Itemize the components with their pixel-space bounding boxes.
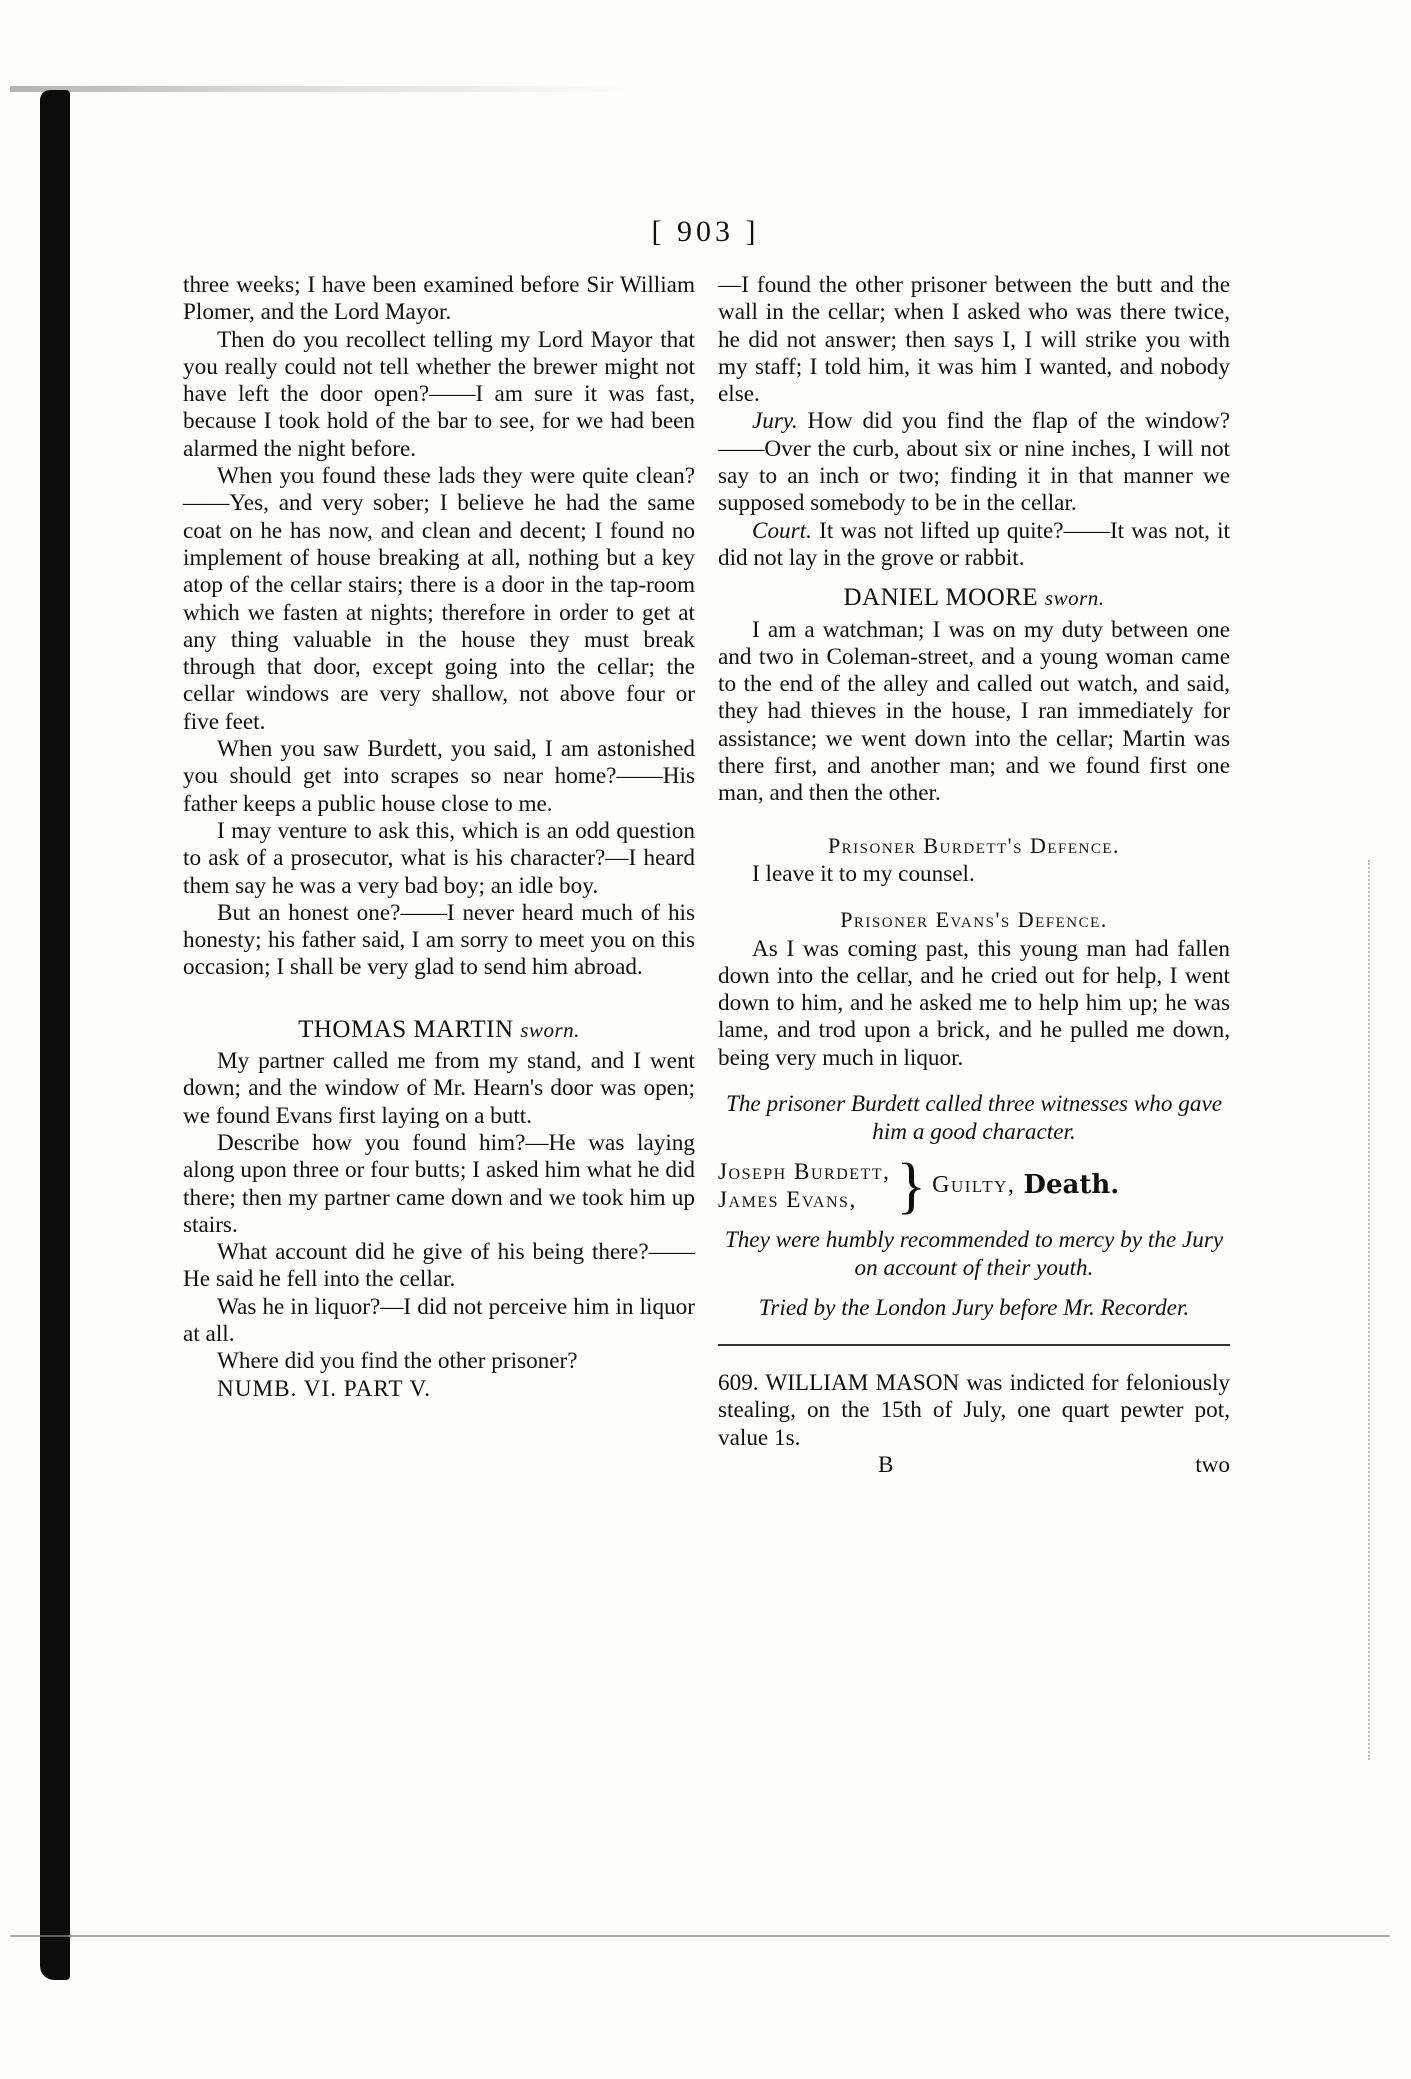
paragraph: —I found the other prisoner between the butt and the wall in the cellar; when I asked who was there twice, he did not answer; then says I, I will strike you with my staff; I told him, it was him I wanted, and nobody else. bbox=[718, 272, 1230, 408]
paragraph: As I was coming past, this young man had fallen down into the cellar, and he cried out for help, I went down to him, and he asked me to help him up; he was lame, and trod upon a brick, and he pulled me down, being very much in liquor. bbox=[718, 935, 1230, 1071]
right-column bbox=[718, 272, 1230, 1479]
paragraph: three weeks; I have been examined before Sir William Plomer, and the Lord Mayor. bbox=[183, 272, 695, 326]
mercy-recommendation: They were humbly recommended to mercy by the Jury on account of their youth. bbox=[724, 1227, 1224, 1282]
verdict-sentence: Death. bbox=[1023, 1170, 1120, 1201]
paragraph-text: How did you find the flap of the window?——Over the curb, about six or nine inches, I will not say to an inch or two; finding it in that manner we supposed somebody to be in the cellar. bbox=[718, 408, 1231, 517]
signature-footer: NUMB. VI. PART V. bbox=[217, 1375, 432, 1402]
verdict-names bbox=[718, 1158, 890, 1214]
paragraph bbox=[718, 518, 1230, 573]
paragraph: When you saw Burdett, you said, I am astonished you should get into scrapes so near home?——His father keeps a public house close to me. bbox=[183, 736, 695, 817]
defendant-name: James Evans, bbox=[718, 1187, 857, 1214]
defence-heading: Prisoner Burdett's Defence. bbox=[827, 832, 1121, 858]
witness-name: THOMAS MARTIN bbox=[298, 1015, 514, 1043]
sworn-label: sworn. bbox=[520, 1017, 580, 1042]
paragraph: I am a watchman; I was on my duty between one and two in Coleman-street, and a young woman came to the end of the alley and called out watch, and said, they had thieves in the house, I ran immediately for assistance; we went down into the cellar; Martin was there first, and another man; and we found first one man, and then the other. bbox=[718, 616, 1230, 807]
verdict-brace: } bbox=[896, 1152, 927, 1221]
page-number: [ 903 ] bbox=[651, 215, 760, 248]
paragraph: What account did he give of his being there?——He said he fell into the cellar. bbox=[183, 1239, 695, 1293]
paragraph: 609. WILLIAM MASON was indicted for feloniously stealing, on the 15th of July, one quart pewter pot, value 1s. bbox=[718, 1370, 1230, 1451]
paragraph: Then do you recollect telling my Lord Mayor that you really could not tell whether the brewer might not have left the door open?——I am sure it was fast, because I took hold of the bar to see, for we had been alarmed the night before. bbox=[183, 326, 695, 462]
page-bottom-edge bbox=[10, 1935, 1390, 1937]
signature-mark: B bbox=[878, 1451, 894, 1478]
speaker-label: Court. bbox=[752, 517, 812, 544]
tried-before-note: Tried by the London Jury before Mr. Recorder. bbox=[758, 1295, 1190, 1322]
witnesses-note: The prisoner Burdett called three witnesses who gave him a good character. bbox=[725, 1091, 1223, 1146]
paragraph: Was he in liquor?—I did not perceive him in liquor at all. bbox=[183, 1293, 695, 1347]
left-column bbox=[183, 272, 695, 1403]
paragraph: But an honest one?——I never heard much of his honesty; his father said, I am sorry to meet you on this occasion; I shall be very glad to send him abroad. bbox=[183, 899, 695, 981]
paragraph: I leave it to my counsel. bbox=[752, 860, 975, 887]
section-divider bbox=[718, 1344, 1230, 1346]
defendant-name: Joseph Burdett, bbox=[718, 1159, 891, 1186]
page-right-edge bbox=[1368, 860, 1374, 1760]
binding-shadow bbox=[40, 90, 70, 1980]
paragraph: When you found these lads they were quite clean?——Yes, and very sober; I believe he had the same coat on he has now, and clean and decent; I found no implement of house breaking at all, nothing but a key atop of the cellar stairs; there is a door in the tap-room which we fasten at nights; therefore in order to get at any thing valuable in the house they must break through that door, except going into the cellar; the cellar windows are very shallow, not above four or five feet. bbox=[183, 463, 695, 735]
paragraph: Describe how you found him?—He was laying along upon three or four butts; I asked him what he did there; then my partner came down and we took him up stairs. bbox=[183, 1129, 695, 1238]
witness-name: DANIEL MOORE bbox=[843, 584, 1039, 612]
defence-heading: Prisoner Evans's Defence. bbox=[840, 907, 1108, 933]
paragraph: I may venture to ask this, which is an odd question to ask of a prosecutor, what is his character?—I heard them say he was a very bad boy; an idle boy. bbox=[183, 817, 695, 899]
page-top-edge bbox=[10, 86, 630, 92]
sworn-label: sworn. bbox=[1044, 586, 1105, 611]
paragraph: My partner called me from my stand, and I went down; and the window of Mr. Hearn's door was open; we found Evans first laying on a butt. bbox=[183, 1048, 695, 1129]
witness-heading bbox=[183, 1016, 695, 1044]
catchword: two bbox=[1195, 1451, 1230, 1478]
verdict-guilty: Guilty, bbox=[932, 1172, 1016, 1199]
paragraph bbox=[718, 408, 1230, 517]
paragraph-text: It was not lifted up quite?——It was not, it did not lay in the grove or rabbit. bbox=[718, 517, 1230, 571]
verdict bbox=[718, 1152, 1230, 1221]
witness-heading bbox=[718, 584, 1230, 612]
catch-line bbox=[718, 1452, 1230, 1479]
paragraph: Where did you find the other prisoner? bbox=[217, 1348, 578, 1375]
speaker-label: Jury. bbox=[752, 408, 798, 435]
